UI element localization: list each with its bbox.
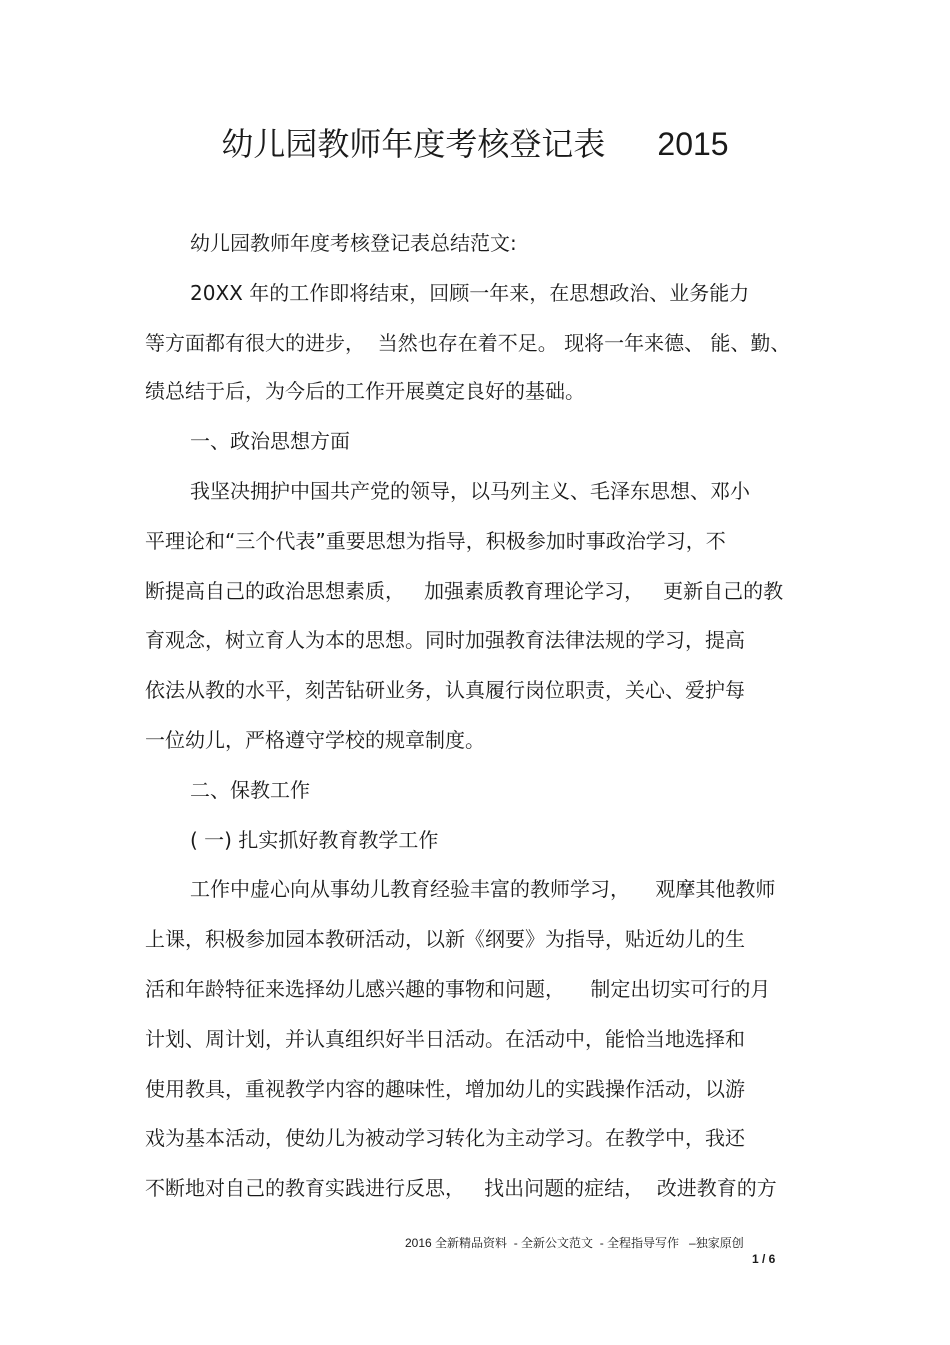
body-line: 我坚决拥护中国共产党的领导，以马列主义、毛泽东思想、邓小: [190, 479, 750, 503]
body-line: 幼儿园教师年度考核登记表总结范文:: [190, 231, 517, 255]
subsection-heading: ( 一) 扎实抓好教育教学工作: [190, 828, 439, 852]
title-text: 幼儿园教师年度考核登记表: [221, 125, 606, 163]
body-line: 上课，积极参加园本教研活动，以新《纲要》为指导，贴近幼儿的生: [145, 927, 745, 951]
body-line: 活和年龄特征来选择幼儿感兴趣的事物和问题， 制定出切实可行的月: [145, 977, 771, 1001]
page-number: 1 / 6: [752, 1252, 776, 1266]
body-line: 使用教具，重视教学内容的趣味性，增加幼儿的实践操作活动，以游: [145, 1077, 745, 1101]
body-line: 不断地对自己的教育实践进行反思， 找出问题的症结， 改进教育的方: [145, 1176, 777, 1200]
body-line: 等方面都有很大的进步， 当然也存在着不足。 现将一年来德、 能、勤、: [145, 331, 791, 355]
body-line: 平理论和“三个代表”重要思想为指导，积极参加时事政治学习，不: [145, 529, 726, 553]
body-line: 绩总结于后，为今后的工作开展奠定良好的基础。: [145, 379, 585, 403]
section-heading: 一、政治思想方面: [190, 429, 350, 453]
title-year: 2015: [657, 126, 729, 162]
body-line: 育观念，树立育人为本的思想。同时加强教育法律法规的学习，提高: [145, 628, 745, 652]
section-heading: 二、保教工作: [190, 778, 310, 802]
body-line: 20XX 年的工作即将结束，回顾一年来，在思想政治、业务能力: [190, 281, 750, 305]
body-line: 戏为基本活动，使幼儿为被动学习转化为主动学习。在教学中，我还: [145, 1126, 745, 1150]
body-line: 断提高自己的政治思想素质， 加强素质教育理论学习， 更新自己的教: [145, 579, 784, 603]
body-line: 计划、周计划，并认真组织好半日活动。在活动中，能恰当地选择和: [145, 1027, 745, 1051]
body-line: 一位幼儿，严格遵守学校的规章制度。: [145, 728, 485, 752]
footer-text: 2016 全新精品资料 - 全新公文范文 - 全程指导写作 –独家原创: [405, 1236, 744, 1250]
page-title: [0, 120, 950, 168]
body-line: 依法从教的水平，刻苦钻研业务，认真履行岗位职责，关心、爱护每: [145, 678, 745, 702]
body-line: 工作中虚心向从事幼儿教育经验丰富的教师学习， 观摩其他教师: [190, 877, 776, 901]
